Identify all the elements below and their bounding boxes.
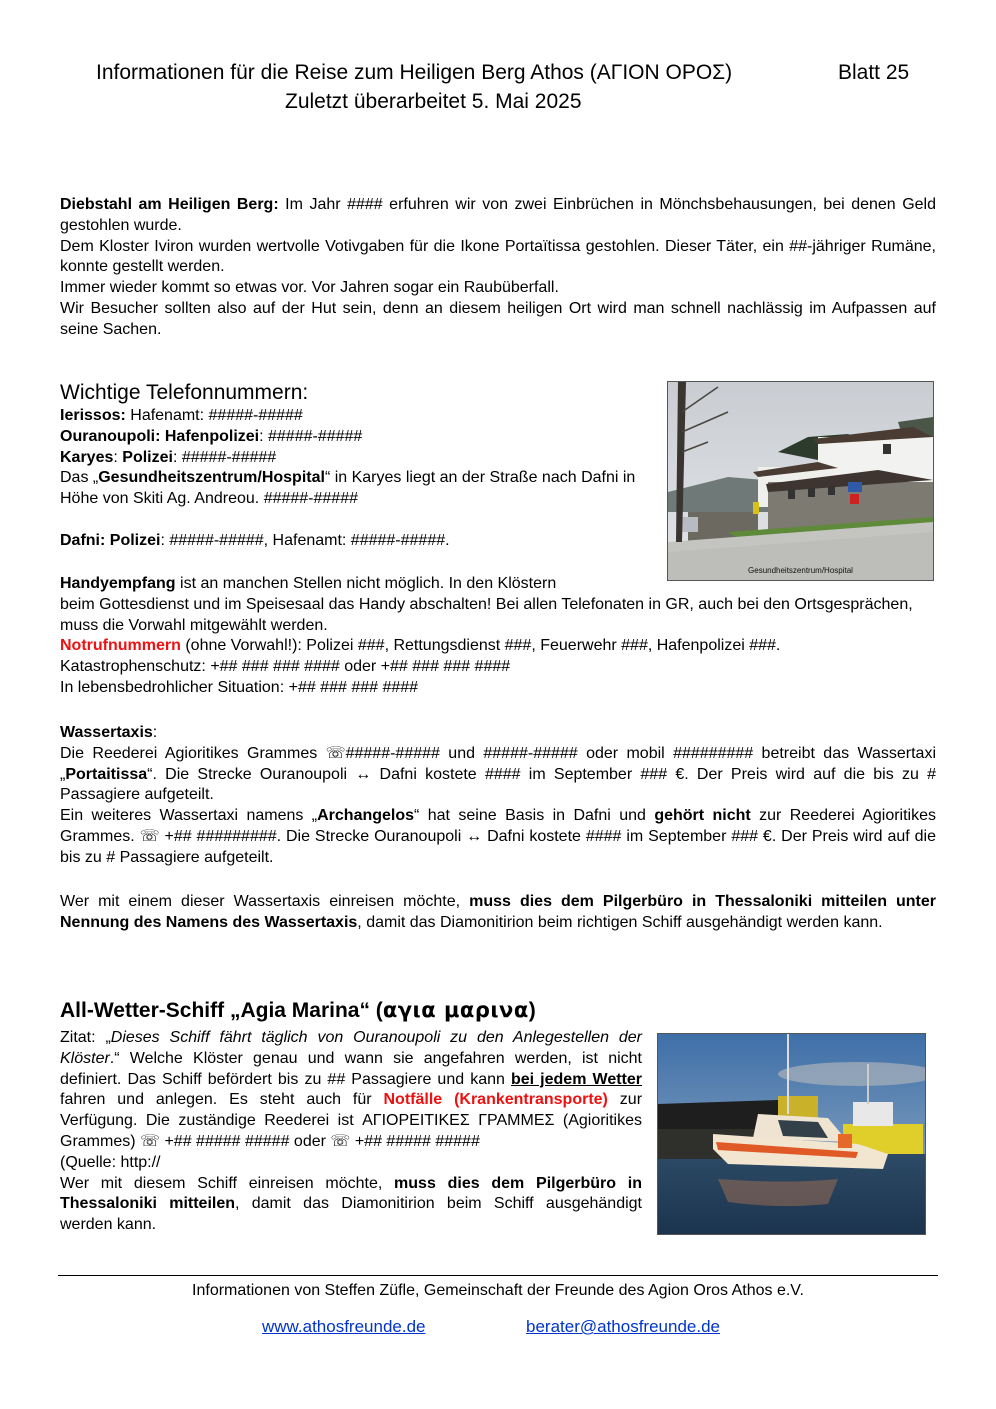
ship-title-greek: αγια μαρινα [382, 998, 529, 1022]
archangelos-text-c: “ hat seine Basis in Dafni und [414, 807, 655, 825]
archangelos-text-a: Ein weiteres Wassertaxi namens „ [60, 807, 318, 825]
quote-text: Dieses Schiff fährt täglich von Ouranoupoli zu den Anlegestellen der Klöster [60, 1029, 642, 1067]
hospital-text: “ in Karyes liegt an der Straße nach Dafni in Höhe von Skiti Ag. Andreou. #####-##### [60, 469, 636, 508]
water-taxi-colon: : [152, 724, 158, 741]
ship-operator: zur Verfügung. Die zuständige Reederei ist ΑΓΙΟΡΕΙΤΙΚΕΣ ΓΡΑΜΜΕΣ (Agioritikes Grammes) ☏ +## ##### ##### oder ☏ +## ##### ##### [60, 1091, 643, 1150]
quote-post: .“ Welche Klöster genau und wann sie angefahren werden, ist nicht definiert. Das Schiff befördert bis zu ## Passagiere und kann [60, 1049, 642, 1088]
theft-p4: Wir Besucher sollten also auf der Hut sein, denn an diesem heiligen Ort wird man schnell nachlässig im Aufpassen auf seine Sachen. [60, 299, 936, 338]
website-link[interactable]: www.athosfreunde.de [262, 1317, 426, 1336]
hospital-pre: Das „ [60, 469, 99, 487]
theft-section [60, 195, 936, 341]
ship-photo [657, 1033, 926, 1235]
archangelos-not-member: gehört nicht [654, 807, 751, 825]
karyes-sep: : [113, 448, 123, 466]
life-threatening: In lebensbedrohlicher Situation: +## ### ### #### [60, 678, 419, 696]
header-title: Informationen für die Reise zum Heiligen Berg Athos (ΑΓΙΟΝ ΟΡΟΣ) [96, 61, 733, 84]
dafni-numbers: : #####-#####, Hafenamt: #####-#####. [160, 531, 450, 549]
ship-notice-bold: muss dies dem Pilgerbüro in Thessaloniki mitteilen [60, 1174, 643, 1213]
archangelos-text-e: zur Reederei Agioritikes Grammes. ☏ +## #########. Die Strecke Ouranoupoli ↔ Dafni kostete #### im September ### €. Der Preis wird auf die bis zu # Passagiere aufgeteilt. [60, 807, 937, 866]
water-taxi-notice [60, 892, 936, 934]
hospital-photo [667, 381, 934, 581]
ierissos-number: Hafenamt: #####-##### [125, 407, 303, 424]
theft-p2: Dem Kloster Iviron wurden wertvolle Votivgaben für die Ikone Portaïtissa gestohlen. Dieser Täter, ein ##-jähriger Rumäne, konnte gestellt werden. [60, 237, 936, 276]
water-taxi-section [60, 723, 936, 869]
phone-section-title: Wichtige Telefonnummern: [60, 381, 309, 404]
ship-section [60, 997, 642, 1236]
ship-notice-a: Wer mit diesem Schiff einreisen möchte, [60, 1174, 395, 1192]
hospital-label: Gesundheitszentrum/Hospital [98, 469, 325, 487]
karyes-polizei-label: Polizei [122, 448, 173, 466]
hospital-photo-caption: Gesundheitszentrum/Hospital [748, 566, 853, 575]
ship-title-close: ) [528, 999, 536, 1022]
water-taxi-title: Wassertaxis [60, 724, 153, 741]
ship-title [60, 997, 642, 1024]
disaster-protection: Katastrophenschutz: +## ### ### #### oder +## ### ### #### [60, 658, 511, 676]
all-weather-emphasis: bei jedem Wetter [510, 1070, 642, 1088]
hospital-photo-image [668, 382, 933, 580]
archangelos-name: Archangelos [317, 807, 415, 825]
handy-line2: beim Gottesdienst und im Speisesaal das Handy abschalten! Bei allen Telefonaten in GR, auch bei den Ortsgesprächen, muss die Vorwahl mitgewählt werden. [60, 595, 913, 634]
ship-photo-image [658, 1034, 925, 1234]
ouranoupoli-label: Ouranoupoli: Hafenpolizei [60, 427, 260, 445]
quote-pre: Zitat: „ [60, 1029, 111, 1046]
revision-date: Zuletzt überarbeitet 5. Mai 2025 [285, 90, 582, 113]
footer-divider [58, 1275, 938, 1276]
footer-info: Informationen von Steffen Züfle, Gemeinschaft der Freunde des Agion Oros Athos e.V. [192, 1282, 804, 1299]
sheet-number: Blatt 25 [838, 61, 910, 84]
portaitissa-text-a: Die Reederei Agioritikes Grammes ☏#####-##### und #####-##### oder mobil ######### betreibt das Wassertaxi „ [60, 744, 936, 783]
mobile-section [60, 574, 936, 699]
document-header-title [96, 60, 936, 86]
handy-line1: ist an manchen Stellen nicht möglich. In den Klöstern [175, 575, 557, 592]
ouranoupoli-number: : #####-##### [259, 427, 363, 445]
ship-notice-c: , damit das Diamonitirion beim Schiff ausgehändigt werden kann. [60, 1195, 643, 1234]
dafni-label: Dafni: Polizei [60, 531, 161, 549]
theft-p3: Immer wieder kommt so etwas vor. Vor Jahren sogar ein Raubüberfall. [60, 279, 559, 297]
email-link[interactable]: berater@athosfreunde.de [526, 1317, 720, 1336]
source-text: (Quelle: http:// [60, 1153, 161, 1171]
karyes-number: : #####-##### [172, 448, 277, 466]
portaitissa-text-c: “. Die Strecke Ouranoupoli ↔ Dafni kostete #### im September ### €. Der Preis wird auf die bis zu # Passagiere aufgeteilt. [60, 765, 936, 804]
portaitissa-name: Portaitissa [65, 765, 148, 783]
ship-title-text: All-Wetter-Schiff „Agia Marina“ ( [60, 999, 383, 1022]
theft-p1: Im Jahr #### erfuhren wir von zwei Einbrüchen in Mönchsbehausungen, bei denen Geld gestohlen wurde. [60, 196, 937, 234]
notice-text-c: , damit das Diamonitirion beim richtigen Schiff ausgehändigt werden kann. [357, 913, 883, 931]
emergency-numbers: (ohne Vorwahl!): Polizei ###, Rettungsdienst ###, Feuerwehr ###, Hafenpolizei ###. [180, 637, 781, 655]
handy-label: Handyempfang [60, 575, 176, 592]
emergency-emphasis: Notfälle (Krankentransporte) [383, 1091, 608, 1109]
notice-text-a: Wer mit einem dieser Wassertaxis einreisen möchte, [60, 893, 470, 910]
ierissos-label: Ierissos: [60, 407, 126, 424]
phone-section [60, 380, 650, 552]
emergency-numbers-label: Notrufnummern [60, 637, 181, 655]
theft-title: Diebstahl am Heiligen Berg: [60, 196, 279, 213]
karyes-label: Karyes [60, 448, 114, 466]
notice-text-bold: muss dies dem Pilgerbüro in Thessaloniki mitteilen unter Nennung des Namens des Wassertaxis [60, 893, 936, 931]
ship-mid: fahren und anlegen. Es steht auch für [60, 1091, 384, 1109]
